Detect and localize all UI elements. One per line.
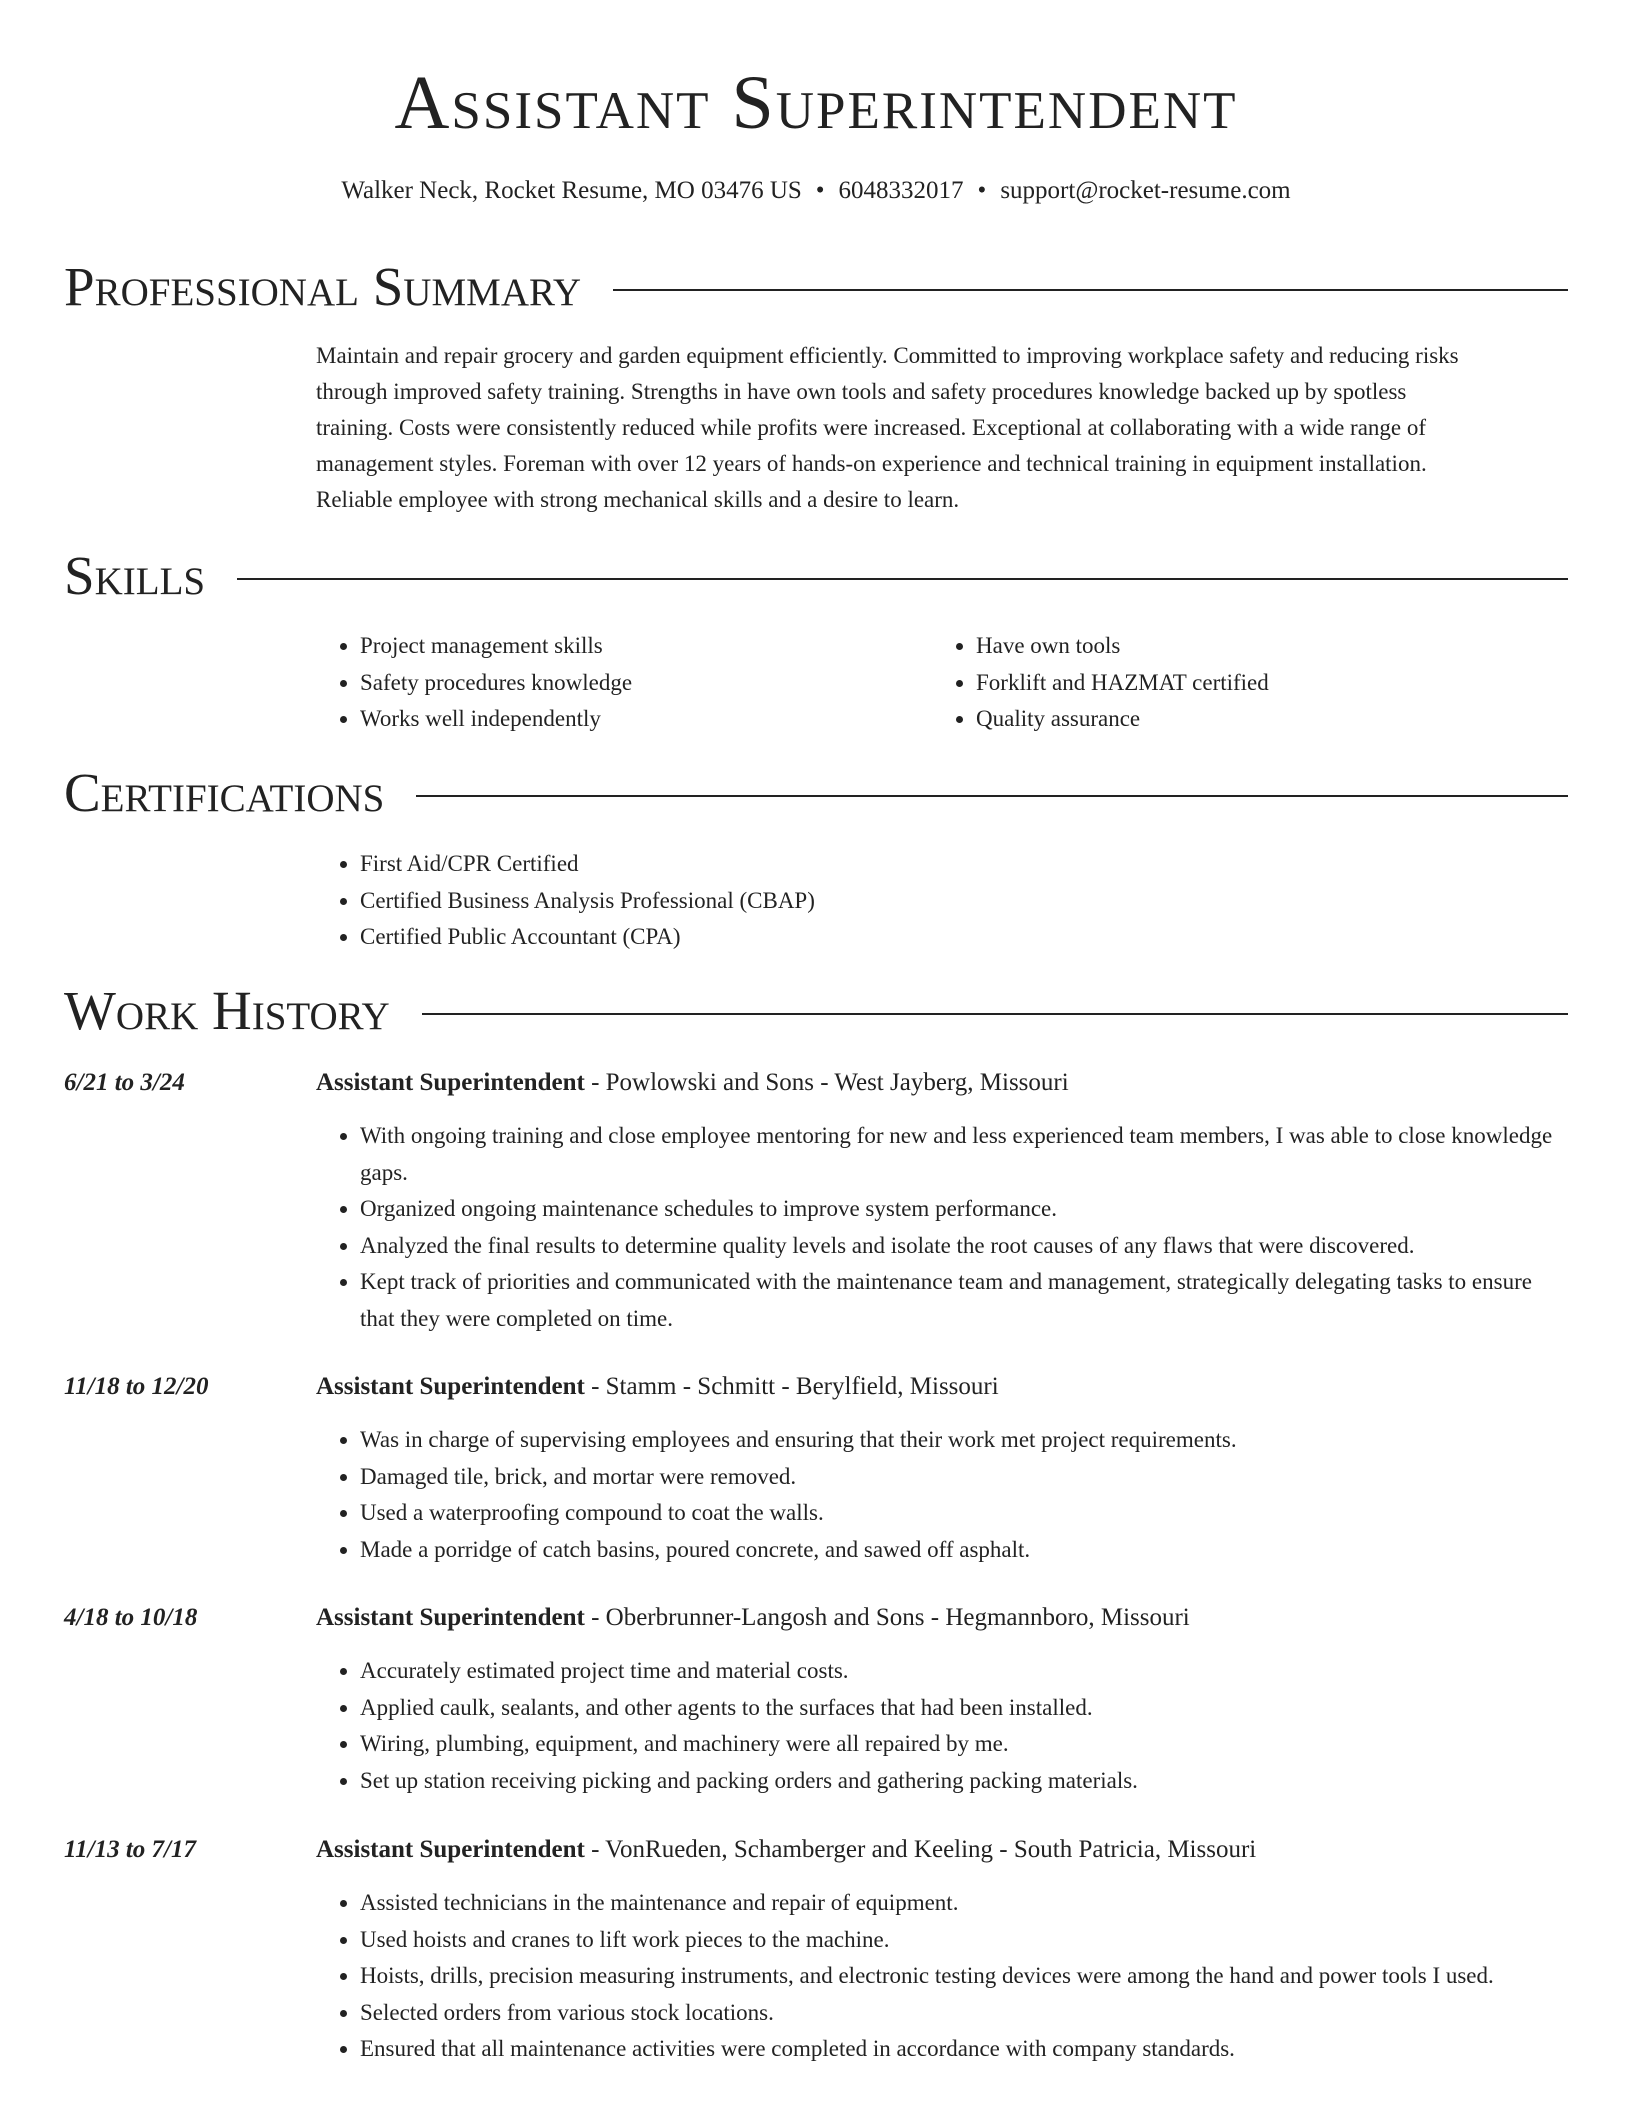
job-heading bbox=[316, 1370, 1572, 1404]
section-divider bbox=[416, 795, 1568, 797]
job-bullet: • Kept track of priorities and communicated with the maintenance team and management, strategically delegating tasks to ensure that they were completed on time. bbox=[360, 1264, 1572, 1337]
job-bullet: • Ensured that all maintenance activities were completed in accordance with company standards. bbox=[360, 2031, 1572, 2068]
job-bullet: • With ongoing training and close employee mentoring for new and less experienced team members, I was able to close knowledge gaps. bbox=[360, 1118, 1572, 1191]
job-bullet: • Assisted technicians in the maintenance and repair of equipment. bbox=[360, 1885, 1572, 1922]
certification-item: • First Aid/CPR Certified bbox=[360, 846, 1516, 883]
contact-address: Walker Neck, Rocket Resume, MO 03476 US bbox=[341, 177, 802, 204]
job-title: Assistant Superintendent bbox=[316, 1836, 585, 1863]
section-title-summary: Professional Summary bbox=[64, 256, 582, 317]
job-bullet: • Set up station receiving picking and packing orders and gathering packing materials. bbox=[360, 1763, 1572, 1800]
job-bullet: • Used hoists and cranes to lift work pieces to the machine. bbox=[360, 1922, 1572, 1959]
summary-line: training. Costs were consistently reduced while profits were increased. Exceptional at collaborating with a wide range of bbox=[316, 415, 1427, 440]
job-bullet: • Analyzed the final results to determine quality levels and isolate the root causes of any flaws that were discovered. bbox=[360, 1228, 1572, 1265]
skill-item: • Works well independently bbox=[360, 701, 876, 738]
skill-item: • Quality assurance bbox=[976, 701, 1492, 738]
job-employer: - VonRueden, Schamberger and Keeling - South Patricia, Missouri bbox=[584, 1836, 1257, 1863]
job-title: Assistant Superintendent bbox=[316, 1373, 585, 1400]
job-bullet: • Made a porridge of catch basins, poured concrete, and sawed off asphalt. bbox=[360, 1532, 1572, 1569]
job-employer: - Oberbrunner-Langosh and Sons - Hegmannboro, Missouri bbox=[584, 1604, 1190, 1631]
job-title: Assistant Superintendent bbox=[316, 1604, 585, 1631]
certifications-list bbox=[316, 846, 1516, 956]
job-dates: 11/13 to 7/17 bbox=[64, 1836, 196, 1863]
summary-line: through improved safety training. Strengths in have own tools and safety procedures knowledge backed up by spotless bbox=[316, 379, 1407, 404]
certification-item: • Certified Business Analysis Professional (CBAP) bbox=[360, 883, 1516, 920]
job-heading bbox=[316, 1066, 1572, 1100]
contact-phone[interactable]: 6048332017 bbox=[838, 177, 964, 204]
skill-item: • Safety procedures knowledge bbox=[360, 665, 876, 702]
skill-item: • Forklift and HAZMAT certified bbox=[976, 665, 1492, 702]
certification-item: • Certified Public Accountant (CPA) bbox=[360, 919, 1516, 956]
candidate-title: Assistant Superintendent bbox=[394, 61, 1238, 145]
section-header-summary bbox=[64, 252, 1568, 322]
job-dates: 6/21 to 3/24 bbox=[64, 1069, 185, 1096]
skills-list-right bbox=[932, 628, 1492, 738]
job-employer: - Stamm - Schmitt - Berylfield, Missouri bbox=[584, 1373, 999, 1400]
job-bullets bbox=[316, 1118, 1572, 1338]
skills-list-left bbox=[316, 628, 876, 738]
job-bullet: • Used a waterproofing compound to coat the walls. bbox=[360, 1495, 1572, 1532]
section-header-work-history bbox=[64, 976, 1568, 1046]
job-bullet: • Accurately estimated project time and material costs. bbox=[360, 1653, 1572, 1690]
job-bullet: • Organized ongoing maintenance schedules to improve system performance. bbox=[360, 1191, 1572, 1228]
skill-item: • Have own tools bbox=[976, 628, 1492, 665]
job-employer: - Powlowski and Sons - West Jayberg, Missouri bbox=[584, 1069, 1069, 1096]
summary-line: Maintain and repair grocery and garden equipment efficiently. Committed to improving workplace safety and reducing risks bbox=[316, 343, 1459, 368]
section-title-certifications: Certifications bbox=[64, 762, 385, 823]
job-bullet: • Applied caulk, sealants, and other agents to the surfaces that had been installed. bbox=[360, 1690, 1572, 1727]
section-divider bbox=[237, 578, 1568, 580]
section-header-skills bbox=[64, 541, 1568, 611]
section-divider bbox=[422, 1013, 1568, 1015]
contact-line bbox=[0, 175, 1632, 207]
job-bullets bbox=[316, 1653, 1572, 1799]
summary-paragraph bbox=[316, 338, 1572, 518]
job-title: Assistant Superintendent bbox=[316, 1069, 585, 1096]
section-title-skills: Skills bbox=[64, 545, 206, 606]
job-bullets bbox=[316, 1885, 1572, 2068]
summary-line: management styles. Foreman with over 12 years of hands-on experience and technical training in equipment installation. bbox=[316, 451, 1427, 476]
job-dates: 11/18 to 12/20 bbox=[64, 1373, 209, 1400]
job-bullet: • Was in charge of supervising employees and ensuring that their work met project requirements. bbox=[360, 1422, 1572, 1459]
job-heading bbox=[316, 1833, 1572, 1867]
job-heading bbox=[316, 1601, 1572, 1635]
section-header-certifications bbox=[64, 758, 1568, 828]
job-bullet: • Damaged tile, brick, and mortar were removed. bbox=[360, 1459, 1572, 1496]
contact-separator: • bbox=[977, 177, 987, 204]
job-bullet: • Selected orders from various stock locations. bbox=[360, 1995, 1572, 2032]
job-dates: 4/18 to 10/18 bbox=[64, 1604, 198, 1631]
job-bullet: • Hoists, drills, precision measuring instruments, and electronic testing devices were among the hand and power tools I used. bbox=[360, 1958, 1572, 1995]
contact-email[interactable]: support@rocket-resume.com bbox=[1000, 177, 1291, 204]
contact-separator: • bbox=[815, 177, 825, 204]
job-bullet: • Wiring, plumbing, equipment, and machinery were all repaired by me. bbox=[360, 1726, 1572, 1763]
section-divider bbox=[613, 289, 1568, 291]
summary-line: Reliable employee with strong mechanical skills and a desire to learn. bbox=[316, 487, 960, 512]
skill-item: • Project management skills bbox=[360, 628, 876, 665]
job-bullets bbox=[316, 1422, 1572, 1568]
section-title-work-history: Work History bbox=[64, 980, 390, 1041]
